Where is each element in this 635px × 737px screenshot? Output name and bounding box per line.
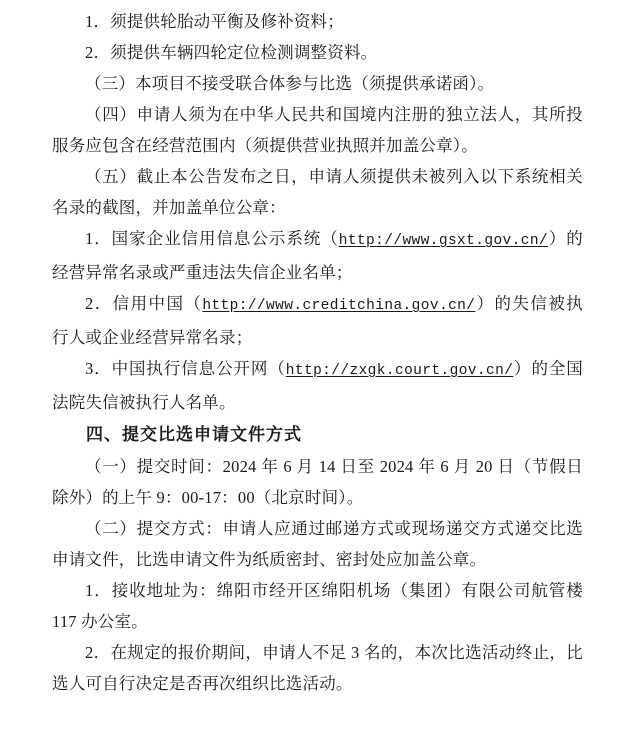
paragraph: （五）截止本公告发布之日，申请人须提供未被列入以下系统相关名录的截图，并加盖单位公章：: [52, 167, 583, 217]
paragraph: （四）申请人须为在中华人民共和国境内注册的独立法人，其所投服务应包含在经营范围内（须提供营业执照并加盖公章）。: [52, 105, 583, 155]
list-item-prefix: 2．信用中国（: [85, 294, 203, 313]
external-link[interactable]: http://www.creditchina.gov.cn/: [202, 298, 476, 314]
paragraph: （一）提交时间：2024 年 6 月 14 日至 2024 年 6 月 20 日（节假日除外）的上午 9：00-17：00（北京时间）。: [52, 457, 583, 507]
paragraph: 1．接收地址为：绵阳市经开区绵阳机场（集团）有限公司航管楼 117 办公室。: [52, 581, 583, 631]
list-item: [52, 353, 583, 418]
paragraph: （三）本项目不接受联合体参与比选（须提供承诺函）。: [85, 74, 495, 93]
external-link[interactable]: http://www.gsxt.gov.cn/: [338, 233, 549, 249]
list-item-suffix: ）的经营异常名录或严重违法失信企业名单；: [52, 229, 584, 282]
list-item-prefix: 3．中国执行信息公开网（: [85, 359, 286, 378]
list-item-suffix: ）的全国法院失信被执行人名单。: [52, 359, 583, 412]
list-item: [52, 223, 583, 288]
paragraph: 1．须提供轮胎动平衡及修补资料；: [85, 12, 344, 31]
paragraph: （二）提交方式：申请人应通过邮递方式或现场递交方式递交比选申请文件，比选申请文件为纸质密封、密封处应加盖公章。: [52, 519, 583, 569]
paragraph: 2．须提供车辆四轮定位检测调整资料。: [85, 43, 378, 62]
section-heading: 四、提交比选申请文件方式: [86, 425, 302, 444]
paragraph: 2．在规定的报价期间，申请人不足 3 名的，本次比选活动终止，比选人可自行决定是否再次组织比选活动。: [52, 643, 583, 693]
list-item-prefix: 1．国家企业信用信息公示系统（: [85, 229, 339, 248]
list-item: [52, 288, 583, 353]
list-item-suffix: ）的失信被执行人或企业经营异常名录；: [52, 294, 584, 347]
external-link[interactable]: http://zxgk.court.gov.cn/: [285, 363, 514, 379]
